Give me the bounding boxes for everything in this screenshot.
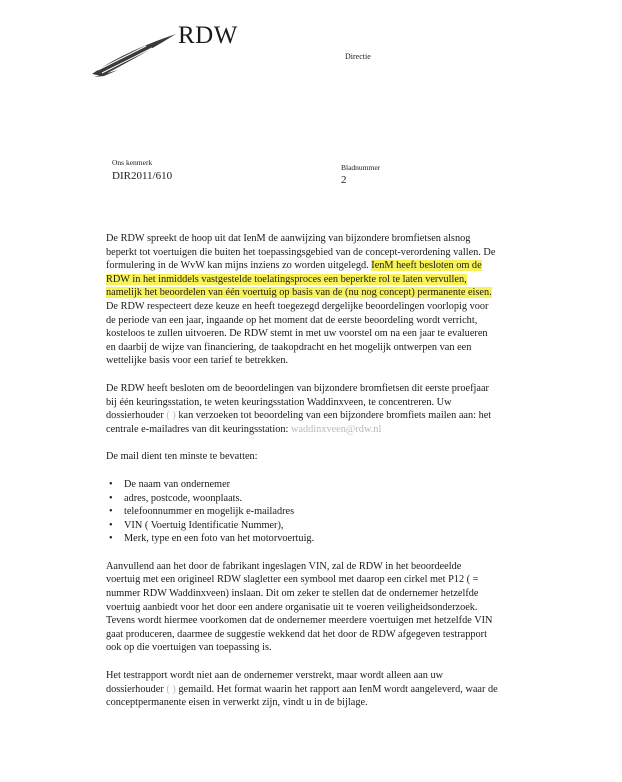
list-item: • VIN ( Voertuig Identificatie Nummer),	[106, 519, 498, 533]
kenmerk-label: Ons kenmerk	[112, 158, 153, 167]
letter-body	[106, 232, 498, 724]
list-item: • telefoonnummer en mogelijk e-mailadres	[106, 505, 498, 519]
paragraph-4	[106, 669, 498, 710]
mail-intro: De mail dient ten minste te bevatten:	[106, 451, 258, 463]
brand-name: RDW	[178, 22, 238, 49]
kenmerk-value: DIR2011/610	[112, 170, 173, 182]
bladnummer-label: Bladnummer	[341, 163, 381, 172]
p2-text-continued: kan verzoeken tot beoordeling van een bijzondere bromfiets mailen aan: het centrale e-mailadres van dit keuringsstation:	[106, 410, 492, 435]
p2-text: De RDW heeft besloten om de beoordelingen van bijzondere bromfietsen dit eerste proefjaar bij één keuringsstation, te weten keuringsstation Waddinxveen, te concentreren. Uw dossierhouder	[106, 382, 489, 422]
redacted-name: ( )	[166, 683, 176, 695]
p4-text-continued: gemaild. Het format waarin het rapport aan IenM wordt aangeleverd, waar de conceptpermanente eisen in verwerkt zijn, vindt u in de bijlage.	[106, 683, 498, 709]
paragraph-3: Aanvullend aan het door de fabrikant ingeslagen VIN, zal de RDW in het beoordeelde voertuig met een origineel RDW slagletter een symbool met daarop een cirkel met P12 ( = nummer RDW Waddinxveen) inslaan. Dit om zeker te stellen dat de ondernemer hetzelfde voertuig aanbiedt voor het door een andere organisatie uit te voeren veiligheidsonderzoek. Tevens wordt hiermee voorkomen dat de ondernemer meerdere voertuigen met hetzelfde VIN gaat produceren, daarmee de suggestie wekkend dat het door de RDW afgegeven testrapport ook op die voertuigen van toepassing is.	[106, 560, 493, 654]
list-item: • De naam van ondernemer	[106, 478, 498, 492]
mail-requirements	[106, 450, 498, 546]
p1-text-continued: De RDW respecteert deze keuze en heeft toegezegd dergelijke beoordelingen voorlopig voor de periode van een jaar, ingaande op het moment dat de eerste beoordeling wordt verricht, kosteloos te zullen uitvoeren. De RDW stemt in met uw voorstel om na een jaar te evalueren en daarbij de wijze van financiering, de taakopdracht en het mogelijk ontwerpen van een wettelijke basis voor een tarief te betrekken.	[106, 300, 489, 367]
paragraph-2	[106, 382, 498, 436]
requirements-list	[106, 478, 498, 546]
list-item: • Merk, type en een foto van het motorvoertuig.	[106, 532, 498, 546]
p4-text: Het testrapport wordt niet aan de ondernemer verstrekt, maar wordt alleen aan uw dossierhouder	[106, 670, 444, 695]
paragraph-1	[106, 232, 498, 368]
station-email: waddinxveen@rdw.nl	[291, 423, 382, 435]
department-label: Directie	[345, 52, 371, 61]
highlighted-passage: IenM heeft besloten om de RDW in het inmiddels vastgestelde toelatingsproces een beperkte rol te laten vervullen, namelijk het beoordelen van één voertuig op basis van de (nu nog concept) permanente eisen.	[106, 260, 492, 299]
rdw-logo-icon	[88, 30, 180, 80]
bladnummer-value: 2	[341, 174, 347, 186]
redacted-name: ( )	[166, 410, 176, 422]
list-item: • adres, postcode, woonplaats.	[106, 492, 498, 506]
p1-text: De RDW spreekt de hoop uit dat IenM de aanwijzing van bijzondere bromfietsen alsnog beperkt tot voertuigen die buiten het toepassingsgebied van de concept-verordening vallen. De formulering in de WvW kan mijns inziens zo worden uitgelegd.	[106, 233, 496, 272]
